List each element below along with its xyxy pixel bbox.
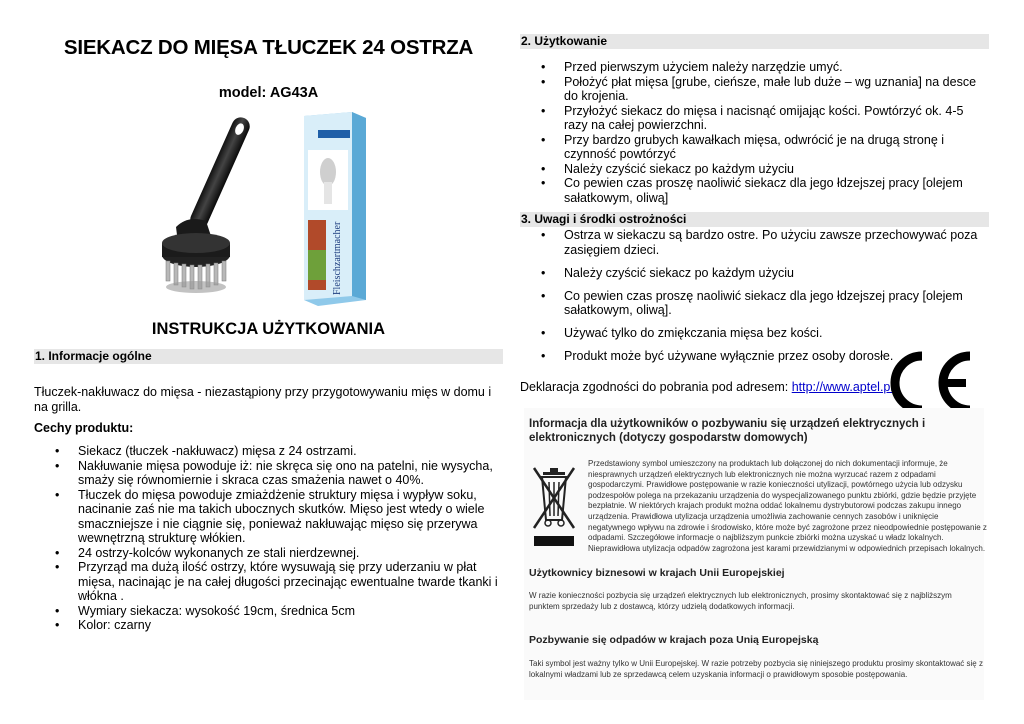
list-item: • Położyć płat mięsa [grube, cieńsze, małe lub duże – wg uznania] na desce do krojenia. — [520, 75, 990, 104]
declaration-text: Deklaracja zgodności do pobrania pod adresem: — [520, 380, 792, 394]
ce-mark-icon — [886, 350, 974, 416]
model-number: model: AG43A — [218, 85, 319, 101]
list-item: • Siekacz (tłuczek -nakłuwacz) mięsa z 24 ostrzami. — [34, 444, 503, 459]
list-item: • Przyrząd ma dużą ilość ostrzy, które wysuwają się przy uderzaniu w płat mięsa, nacinając je na całej długości przecinając ewentualne twarde tkanki i włókna . — [34, 560, 503, 604]
list-item: • Przed pierwszym użyciem należy narzędzie umyć. — [520, 60, 990, 75]
list-item: • Przyłożyć siekacz do mięsa i nacisnąć omijając kości. Powtórzyć ok. 4-5 razy na całej powierzchni. — [520, 104, 990, 133]
product-box-image — [296, 110, 372, 308]
usage-list — [520, 60, 990, 205]
list-item: • Produkt może być używane wyłącznie przez osoby dorosłe. — [520, 349, 990, 364]
crossed-bin-icon — [530, 462, 578, 548]
list-item: • Przy bardzo grubych kawałkach mięsa, odwrócić je na drugą stronę i czynność powtórzyć — [520, 133, 990, 162]
weee-body-text: Przedstawiony symbol umieszczony na produktach lub dołączonej do nich dokumentacji informuje, że niesprawnych urządzeń elektrycznych lub elektronicznych nie można wyrzucać razem z odpadami gospodarczymi. Prawidłowe postępowanie w razie konieczności utylizacji, powtórnego użycia lub odzysku podzespołów polega na przekazaniu urządzenia do wyspecjalizowanego punktu zbiórki, gdzie będzie przyjęte bezpłatnie. W niektórych krajach produkt można oddać lokalnemu dystrybutorowi podczas zakupu innego urządzenia. Prawidłowa utylizacja urządzenia umożliwia zachowanie cennych zasobów i uniknięcie negatywnego wpływu na zdrowie i środowisko, które może być zagrożone przez nieodpowiednie postępowanie z odpadami. Szczegółowe informacje o najbliższym punkcie zbiórki można uzyskać u władz lokalnych. Nieprawidłowa utylizacja odpadów zagrożona jest karami przewidzianymi w odpowiednich przepisach lokalnych. — [588, 459, 987, 553]
list-item: • Używać tylko do zmiękczania mięsa bez kości. — [520, 326, 990, 341]
declaration-link[interactable]: http://www.aptel.pl — [791, 380, 894, 394]
declaration — [520, 380, 893, 394]
list-item: • Należy czyścić siekacz po każdym użyciu — [520, 266, 990, 281]
features-title: Cechy produktu: — [34, 421, 134, 435]
weee-business-text: W razie konieczności pozbycia się urządzeń elektrycznych lub elektronicznych, prosimy skontaktować się z najbliższym punktem sprzedaży lub z dostawcą, którzy udzielą dodatkowych informacji. — [529, 591, 952, 611]
list-item: • Tłuczek do mięsa powoduje zmiażdżenie struktury mięsa i wypływ soku, nacinanie zaś nie ma takich ubocznych skutków. Mięso jest wtedy o wiele smaczniejsze i nie ciągnie się, ponieważ nakłuwając mięso się przerywa wewnętrzną strukturę włókien. — [34, 488, 503, 546]
list-item: • Co pewien czas proszę naoliwić siekacz dla jego łdzejszej pracy [olejem sałatkowym, oliwą] — [520, 176, 990, 205]
list-item: • Co pewien czas proszę naoliwić siekacz dla jego łdzejszej pracy [olejem sałatkowym, oliwą]. — [520, 289, 990, 318]
list-item: • Kolor: czarny — [34, 618, 503, 633]
weee-outside-title: Pozbywanie się odpadów w krajach poza Unią Europejską — [529, 634, 819, 646]
list-item: • Wymiary siekacza: wysokość 19cm, średnica 5cm — [34, 604, 503, 619]
weee-outside-text: Taki symbol jest ważny tylko w Unii Europejskej. W razie potrzeby pozbycia się niniejszego produktu prosimy skontaktować się z lokalnymi władzami lub ze sprzedawcą celem uzyskania informacji o prawidłowym sposobie postępowania. — [529, 659, 983, 679]
section-1-heading: 1. Informacje ogólne — [34, 349, 503, 364]
list-item: • Należy czyścić siekacz po każdym użyciu — [520, 162, 990, 177]
list-item: • Nakłuwanie mięsa powoduje iż: nie skręca się ono na patelni, nie wysycha, smaży się równomiernie i skraca czas smażenia nawet o 40%. — [34, 459, 503, 488]
instructions-title: INSTRUKCJA UŻYTKOWANIA — [151, 320, 386, 338]
weee-business-title: Użytkownicy biznesowi w krajach Unii Europejskiej — [529, 567, 785, 579]
section-3-heading: 3. Uwagi i środki ostrożności — [520, 212, 989, 227]
features-list — [34, 444, 503, 633]
box-brand-label: Fleischzartmacher — [332, 221, 343, 295]
section-2-heading: 2. Użytkowanie — [520, 34, 989, 49]
document-title: SIEKACZ DO MIĘSA TŁUCZEK 24 OSTRZA — [63, 36, 474, 59]
weee-title: Informacja dla użytkowników o pozbywaniu się urządzeń elektrycznych i elektronicznych (dotyczy gospodarstw domowych) — [529, 418, 926, 444]
meat-tenderizer-image — [148, 115, 260, 305]
section-1-intro: Tłuczek-nakłuwacz do mięsa - niezastąpiony przy przygotowywaniu mięs w domu i na grilla. — [34, 385, 492, 414]
list-item: • 24 ostrzy-kolców wykonanych ze stali nierdzewnej. — [34, 546, 503, 561]
list-item: • Ostrza w siekaczu są bardzo ostre. Po użyciu zawsze przechowywać poza zasięgiem dzieci. — [520, 228, 990, 257]
